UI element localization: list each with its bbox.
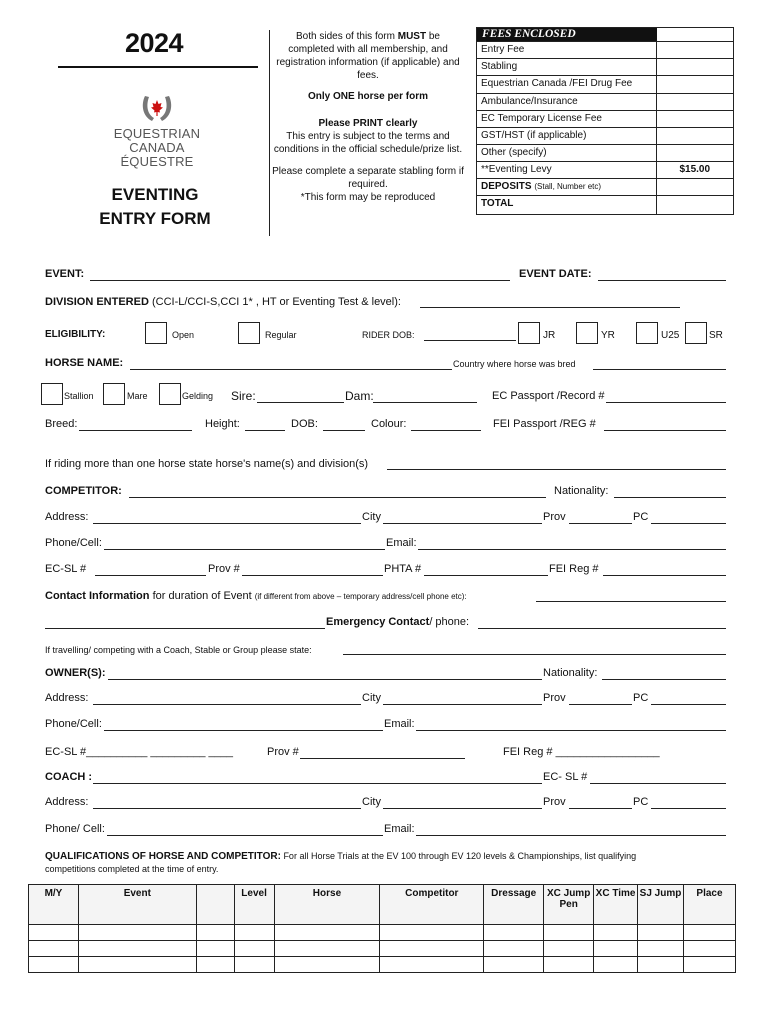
owner-ec-sl-label: EC-SL #__________ _________ ____ [45,746,233,758]
fee-row: Other (specify) [477,145,733,162]
u25-checkbox[interactable] [636,322,658,344]
fee-row: Stabling [477,59,733,76]
fee-row: Ambulance/Insurance [477,94,733,111]
breed-field[interactable] [79,430,192,431]
table-cell[interactable] [484,941,544,957]
event-date-field[interactable] [598,280,726,281]
multi-horse-field[interactable] [387,469,726,470]
rider-dob-field[interactable] [424,340,516,341]
col-header-sj-jump: SJ Jump [638,885,684,925]
table-cell[interactable] [274,957,380,973]
header-divider [269,30,270,236]
qualifications-text: competitions completed at the time of entry. [45,864,219,874]
owner-phone-label: Phone/Cell: [45,718,102,730]
table-cell[interactable] [638,941,684,957]
owner-address-field[interactable] [93,704,361,705]
coach-prov-label: Prov [543,796,566,808]
fee-row: Entry Fee [477,42,733,59]
event-field[interactable] [90,280,510,281]
dam-label: Dam: [345,389,374,403]
logo-line-2: CANADA [129,140,185,155]
table-cell[interactable] [380,941,484,957]
table-cell[interactable] [684,957,736,973]
owner-city-field[interactable] [383,704,542,705]
deposits-row: DEPOSITS (Stall, Number etc) [477,179,733,196]
deposits-amount-field[interactable] [656,179,733,196]
table-cell[interactable] [544,925,594,941]
competitor-pc-label: PC [633,511,649,523]
gelding-checkbox[interactable] [159,383,181,405]
owner-email-label: Email: [384,718,415,730]
colour-label: Colour: [371,418,407,430]
fee-amount-field[interactable] [656,128,733,145]
u25-label: U25 [661,330,680,341]
competitor-ec-sl-field[interactable] [95,575,206,576]
emergency-name-field[interactable] [45,628,325,629]
competitor-prov-field[interactable] [569,523,632,524]
table-cell[interactable] [196,941,234,957]
competitor-field[interactable] [129,497,546,498]
table-cell[interactable] [594,941,638,957]
competitor-city-label: City [362,511,381,523]
horse-dob-field[interactable] [323,430,365,431]
form-title [70,183,240,231]
col-header-competitor: Competitor [380,885,484,925]
col-header-my: M/Y [29,885,79,925]
height-label: Height: [205,418,240,430]
year-underline [58,66,258,68]
height-field[interactable] [245,430,285,431]
competitor-pc-field[interactable] [651,523,726,524]
qualifications-header-row [29,885,736,925]
table-row [29,925,736,941]
coach-pc-field[interactable] [651,808,726,809]
table-cell[interactable] [196,925,234,941]
rider-dob-label: RIDER DOB: [362,330,415,340]
col-header-place: Place [684,885,736,925]
owner-prov-label: Prov [543,692,566,704]
competitor-address-field[interactable] [93,523,361,524]
eventing-levy-amount: $15.00 [656,162,733,179]
fei-passport-field[interactable] [604,430,726,431]
division-label: DIVISION ENTERED (CCI-L/CCI-S,CCI 1* , HT or Eventing Test & level): [45,296,401,308]
open-checkbox[interactable] [145,322,167,344]
table-row [29,941,736,957]
table-cell[interactable] [78,941,196,957]
fei-passport-label: FEI Passport /REG # [493,418,596,430]
competitor-email-label: Email: [386,537,417,549]
table-cell[interactable] [594,925,638,941]
owner-email-field[interactable] [416,730,726,731]
total-amount-field[interactable] [656,196,733,214]
fee-row: EC Temporary License Fee [477,111,733,128]
horse-name-field[interactable] [130,369,452,370]
sr-label: SR [709,330,723,341]
owner-fei-reg-field[interactable]: _________________ [552,746,660,758]
form-title-line-2: ENTRY FORM [99,209,211,228]
col-header-dressage: Dressage [484,885,544,925]
regular-label: Regular [265,330,297,340]
table-cell[interactable] [544,941,594,957]
col-header-horse: Horse [274,885,380,925]
table-cell[interactable] [484,957,544,973]
owner-phone-field[interactable] [104,730,383,731]
coach-ec-sl-label: EC- SL # [543,771,588,783]
coach-address-field[interactable] [93,808,361,809]
col-header-level: Level [234,885,274,925]
stallion-checkbox[interactable] [41,383,63,405]
competitor-phone-label: Phone/Cell: [45,537,102,549]
total-row: TOTAL [477,196,733,214]
travelling-field[interactable] [343,654,726,655]
table-cell[interactable] [234,957,274,973]
owner-nationality-label: Nationality: [543,667,598,679]
col-header-xc-jump-pen: XC Jump Pen [544,885,594,925]
regular-checkbox[interactable] [238,322,260,344]
phta-field[interactable] [424,575,548,576]
table-cell[interactable] [638,925,684,941]
table-cell[interactable] [78,957,196,973]
fee-amount-field[interactable] [656,76,733,94]
contact-info-field[interactable] [536,601,726,602]
dob-label: DOB: [291,418,318,430]
competitor-email-field[interactable] [418,549,726,550]
owner-fei-reg-label: FEI Reg # _________________ [503,746,660,758]
note-print-clearly: Please PRINT clearly [318,118,418,129]
sire-field[interactable] [257,402,344,403]
emergency-contact-label: Emergency Contact/ phone: [326,616,470,628]
coach-phone-field[interactable] [107,835,383,836]
table-cell[interactable] [196,957,234,973]
yr-label: YR [601,330,615,341]
note-terms: This entry is subject to the terms and conditions in the official schedule/prize list. [273,131,463,155]
competitor-phone-field[interactable] [104,549,385,550]
competitor-nationality-label: Nationality: [554,485,609,497]
note-one-horse: Only ONE horse per form [307,91,429,102]
fees-header: FEES ENCLOSED [477,28,657,41]
ec-passport-label: EC Passport /Record # [492,390,605,402]
horseshoe-maple-leaf-icon [140,94,174,124]
table-cell[interactable] [684,941,736,957]
table-cell[interactable] [684,925,736,941]
fee-row: GST/HST (if applicable) [477,128,733,145]
table-cell[interactable] [78,925,196,941]
table-cell[interactable] [29,925,79,941]
coach-address-label: Address: [45,796,89,808]
dam-field[interactable] [373,402,477,403]
logo-line-1: EQUESTRIAN [113,126,201,141]
phta-label: PHTA # [384,563,422,575]
multi-horse-label: If riding more than one horse state horse's name(s) and division(s) [45,458,369,470]
competitor-nationality-field[interactable] [614,497,726,498]
logo-line-3: ÉQUESTRE [120,154,194,169]
owner-address-label: Address: [45,692,89,704]
division-field[interactable] [420,307,680,308]
fee-row: Equestrian Canada /FEI Drug Fee [477,76,733,94]
coach-email-field[interactable] [416,835,726,836]
competitor-label: COMPETITOR: [45,485,122,497]
competitor-prov-label: Prov [543,511,566,523]
col-header-xc-time: XC Time [594,885,638,925]
table-cell[interactable] [274,941,380,957]
fee-amount-field[interactable] [656,145,733,162]
fee-row: **Eventing Levy $15.00 [477,162,733,179]
competitor-prov-num-label: Prov # [208,563,240,575]
coach-city-label: City [362,796,381,808]
jr-label: JR [543,330,556,341]
competitor-city-field[interactable] [383,523,542,524]
travelling-label: If travelling/ competing with a Coach, Stable or Group please state: [45,645,312,655]
coach-ec-sl-field[interactable] [590,783,726,784]
equestrian-canada-logo [112,94,202,169]
colour-field[interactable] [411,430,481,431]
table-cell[interactable] [380,925,484,941]
form-instructions [272,30,464,204]
gelding-label: Gelding [182,391,214,401]
competitor-prov-num-field[interactable] [242,575,383,576]
qualifications-table [28,884,736,973]
table-cell[interactable] [484,925,544,941]
jr-checkbox[interactable] [518,322,540,344]
competitor-fei-reg-field[interactable] [603,575,726,576]
ec-passport-field[interactable] [606,402,726,403]
competitor-fei-reg-label: FEI Reg # [549,563,599,575]
fee-amount-field[interactable] [656,42,733,59]
coach-pc-label: PC [633,796,649,808]
table-cell[interactable] [594,957,638,973]
note-reproduced: *This form may be reproduced [300,192,436,203]
fee-amount-field[interactable] [656,94,733,111]
owner-prov-field[interactable] [569,704,632,705]
country-bred-label: Country where horse was bred [453,359,576,369]
event-label: EVENT: [45,268,85,280]
table-cell[interactable] [234,941,274,957]
coach-label: COACH : [45,771,93,783]
form-year: 2024 [125,28,184,58]
fee-amount-field[interactable] [656,59,733,76]
country-bred-field[interactable] [593,369,726,370]
qualifications-heading: QUALIFICATIONS OF HORSE AND COMPETITOR: For all Horse Trials at the EV 100 through EV 120 levels & Championships, list qualifying [45,851,637,862]
fee-amount-field[interactable] [656,111,733,128]
table-cell[interactable] [29,957,79,973]
owner-prov-num-field[interactable] [300,758,465,759]
coach-phone-label: Phone/ Cell: [45,823,105,835]
owner-ec-sl-field[interactable]: __________ _________ ____ [86,746,233,758]
coach-city-field[interactable] [383,808,542,809]
mare-label: Mare [127,391,148,401]
note-stabling: Please complete a separate stabling form if required. [272,166,464,190]
coach-field[interactable] [93,783,542,784]
fees-enclosed-table [476,27,734,215]
owners-label: OWNER(S): [45,667,106,679]
col-header-event: Event [78,885,196,925]
table-row [29,957,736,973]
horse-name-label: HORSE NAME: [45,357,124,369]
event-date-label: EVENT DATE: [519,268,592,280]
col-header-blank [196,885,234,925]
table-cell[interactable] [638,957,684,973]
table-cell[interactable] [380,957,484,973]
table-cell[interactable] [544,957,594,973]
table-cell[interactable] [29,941,79,957]
breed-label: Breed: [45,418,78,430]
owner-nationality-field[interactable] [602,679,726,680]
coach-prov-field[interactable] [569,808,632,809]
table-cell[interactable] [234,925,274,941]
coach-email-label: Email: [384,823,415,835]
competitor-address-label: Address: [45,511,89,523]
owner-pc-field[interactable] [651,704,726,705]
sr-checkbox[interactable] [685,322,707,344]
owner-pc-label: PC [633,692,649,704]
emergency-phone-field[interactable] [478,628,726,629]
stallion-label: Stallion [64,391,94,401]
note-must-complete: Both sides of this form MUST be completed with all membership, and registration information (if applicable) and fees. [276,31,460,81]
eligibility-label: ELIGIBILITY: [45,329,106,340]
owner-prov-num-label: Prov # [267,746,299,758]
owners-field[interactable] [108,679,542,680]
sire-label: Sire: [231,389,256,403]
competitor-ec-sl-label: EC-SL # [45,563,87,575]
open-label: Open [172,330,195,340]
mare-checkbox[interactable] [103,383,125,405]
contact-info-label: Contact Information for duration of Event (if different from above – temporary address/cell phone etc): [45,590,467,602]
yr-checkbox[interactable] [576,322,598,344]
owner-city-label: City [362,692,381,704]
form-title-line-1: EVENTING [111,185,199,204]
table-cell[interactable] [274,925,380,941]
